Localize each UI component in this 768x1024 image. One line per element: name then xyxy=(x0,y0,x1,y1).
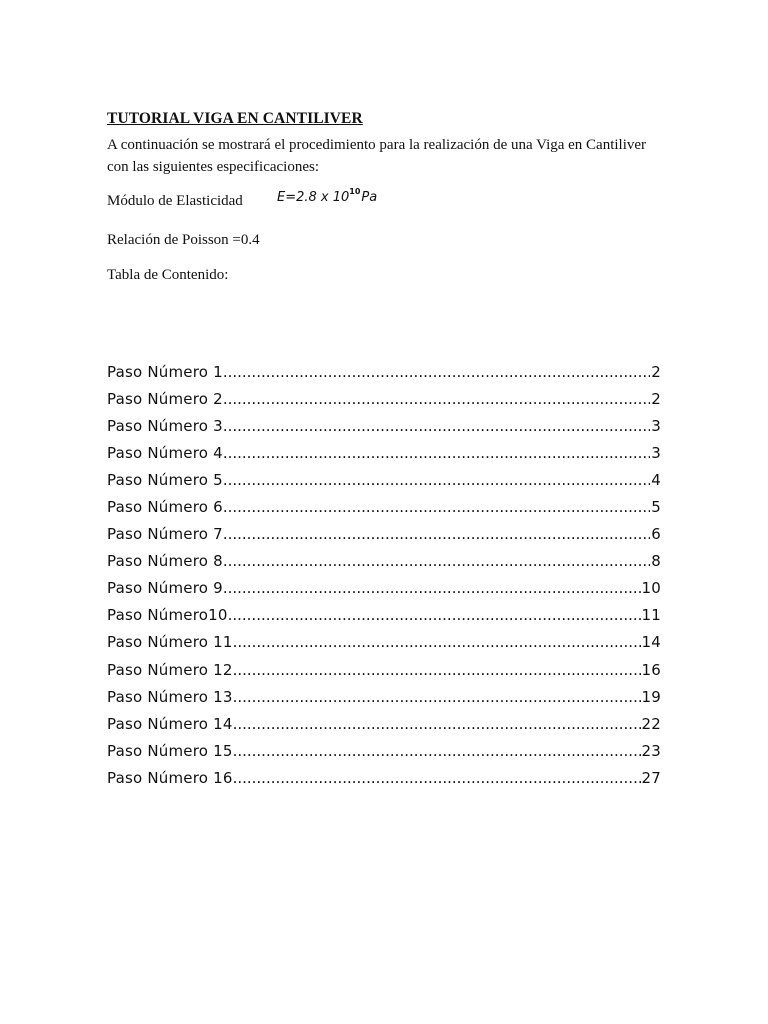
toc-entry-label: Paso Número 15 xyxy=(107,741,233,760)
toc-entry[interactable] xyxy=(107,548,661,575)
toc-leader-dots xyxy=(228,606,641,624)
toc-leader-dots xyxy=(223,579,641,597)
toc-entry-label: Paso Número 9 xyxy=(107,579,223,598)
toc-entry[interactable] xyxy=(107,439,661,466)
toc-leader-dots xyxy=(223,471,650,489)
toc-entry-page: 2 xyxy=(651,362,661,381)
toc-leader-dots xyxy=(223,498,650,516)
elasticity-row xyxy=(107,187,667,218)
toc-entry-page: 3 xyxy=(651,443,661,462)
formula-base: E=2.8 x 10 xyxy=(277,190,350,205)
toc-leader-dots xyxy=(223,363,650,381)
toc-leader-dots xyxy=(223,444,650,462)
toc-entry-label: Paso Número 11 xyxy=(107,633,233,652)
elasticity-label: Módulo de Elasticidad xyxy=(107,193,243,209)
toc-entry-label: Paso Número 6 xyxy=(107,498,223,517)
toc-leader-dots xyxy=(223,552,650,570)
toc-entry-page: 4 xyxy=(651,470,661,489)
toc-leader-dots xyxy=(233,769,641,787)
toc-entry-page: 23 xyxy=(641,741,661,760)
toc-entry[interactable] xyxy=(107,466,661,493)
toc-entry-label: Paso Número 12 xyxy=(107,660,233,679)
toc-entry-label: Paso Número 5 xyxy=(107,470,223,489)
toc-entry-page: 2 xyxy=(651,389,661,408)
poisson-ratio-text: Relación de Poisson =0.4 xyxy=(107,232,260,248)
toc-entry-label: Paso Número 1 xyxy=(107,362,223,381)
toc-entry-page: 27 xyxy=(641,768,661,787)
toc-leader-dots xyxy=(223,390,650,408)
toc-leader-dots xyxy=(233,742,641,760)
toc-entry-label: Paso Número 4 xyxy=(107,443,223,462)
toc-entry-page: 16 xyxy=(641,660,661,679)
formula-exponent: 10 xyxy=(349,187,361,196)
toc-entry[interactable] xyxy=(107,521,661,548)
toc-entry-page: 8 xyxy=(651,552,661,571)
toc-entry-page: 11 xyxy=(641,606,661,625)
intro-paragraph: A continuación se mostrará el procedimiento para la realización de una Viga en Cantiliver con las siguientes especificaciones: xyxy=(107,137,647,175)
toc-entry[interactable] xyxy=(107,412,661,439)
toc-entry-label: Paso Número 16 xyxy=(107,768,233,787)
toc-entry-label: Paso Número 7 xyxy=(107,525,223,544)
toc-entry-page: 5 xyxy=(651,498,661,517)
toc-entry-label: Paso Número 8 xyxy=(107,552,223,571)
toc-entry[interactable] xyxy=(107,764,661,791)
toc-entry[interactable] xyxy=(107,385,661,412)
toc-entry[interactable] xyxy=(107,358,661,385)
toc-entry-page: 6 xyxy=(651,525,661,544)
toc-entry-label: Paso Número 3 xyxy=(107,416,223,435)
toc-leader-dots xyxy=(233,715,641,733)
toc-leader-dots xyxy=(233,661,641,679)
toc-entry[interactable] xyxy=(107,493,661,520)
toc-leader-dots xyxy=(223,417,650,435)
toc-leader-dots xyxy=(233,688,641,706)
toc-leader-dots xyxy=(233,633,641,651)
toc-entry[interactable] xyxy=(107,683,661,710)
toc-entry-page: 22 xyxy=(641,714,661,733)
formula-unit: Pa xyxy=(361,190,378,205)
toc-entry[interactable] xyxy=(107,602,661,629)
toc-entry-label: Paso Número 2 xyxy=(107,389,223,408)
toc-entry-page: 19 xyxy=(641,687,661,706)
toc-entry-label: Paso Número 14 xyxy=(107,714,233,733)
toc-entry[interactable] xyxy=(107,710,661,737)
toc-entry-page: 3 xyxy=(651,416,661,435)
toc-entry-page: 10 xyxy=(641,579,661,598)
elasticity-formula xyxy=(277,187,378,205)
toc-entry[interactable] xyxy=(107,737,661,764)
toc-entry-label: Paso Número10 xyxy=(107,606,228,625)
toc-entry[interactable] xyxy=(107,656,661,683)
toc-entry[interactable] xyxy=(107,629,661,656)
toc-entry-label: Paso Número 13 xyxy=(107,687,233,706)
toc-entry[interactable] xyxy=(107,575,661,602)
toc-entry-page: 14 xyxy=(641,633,661,652)
document-title: TUTORIAL VIGA EN CANTILIVER xyxy=(107,110,363,127)
toc-heading: Tabla de Contenido: xyxy=(107,267,229,283)
toc-leader-dots xyxy=(223,525,650,543)
table-of-contents xyxy=(107,358,661,792)
